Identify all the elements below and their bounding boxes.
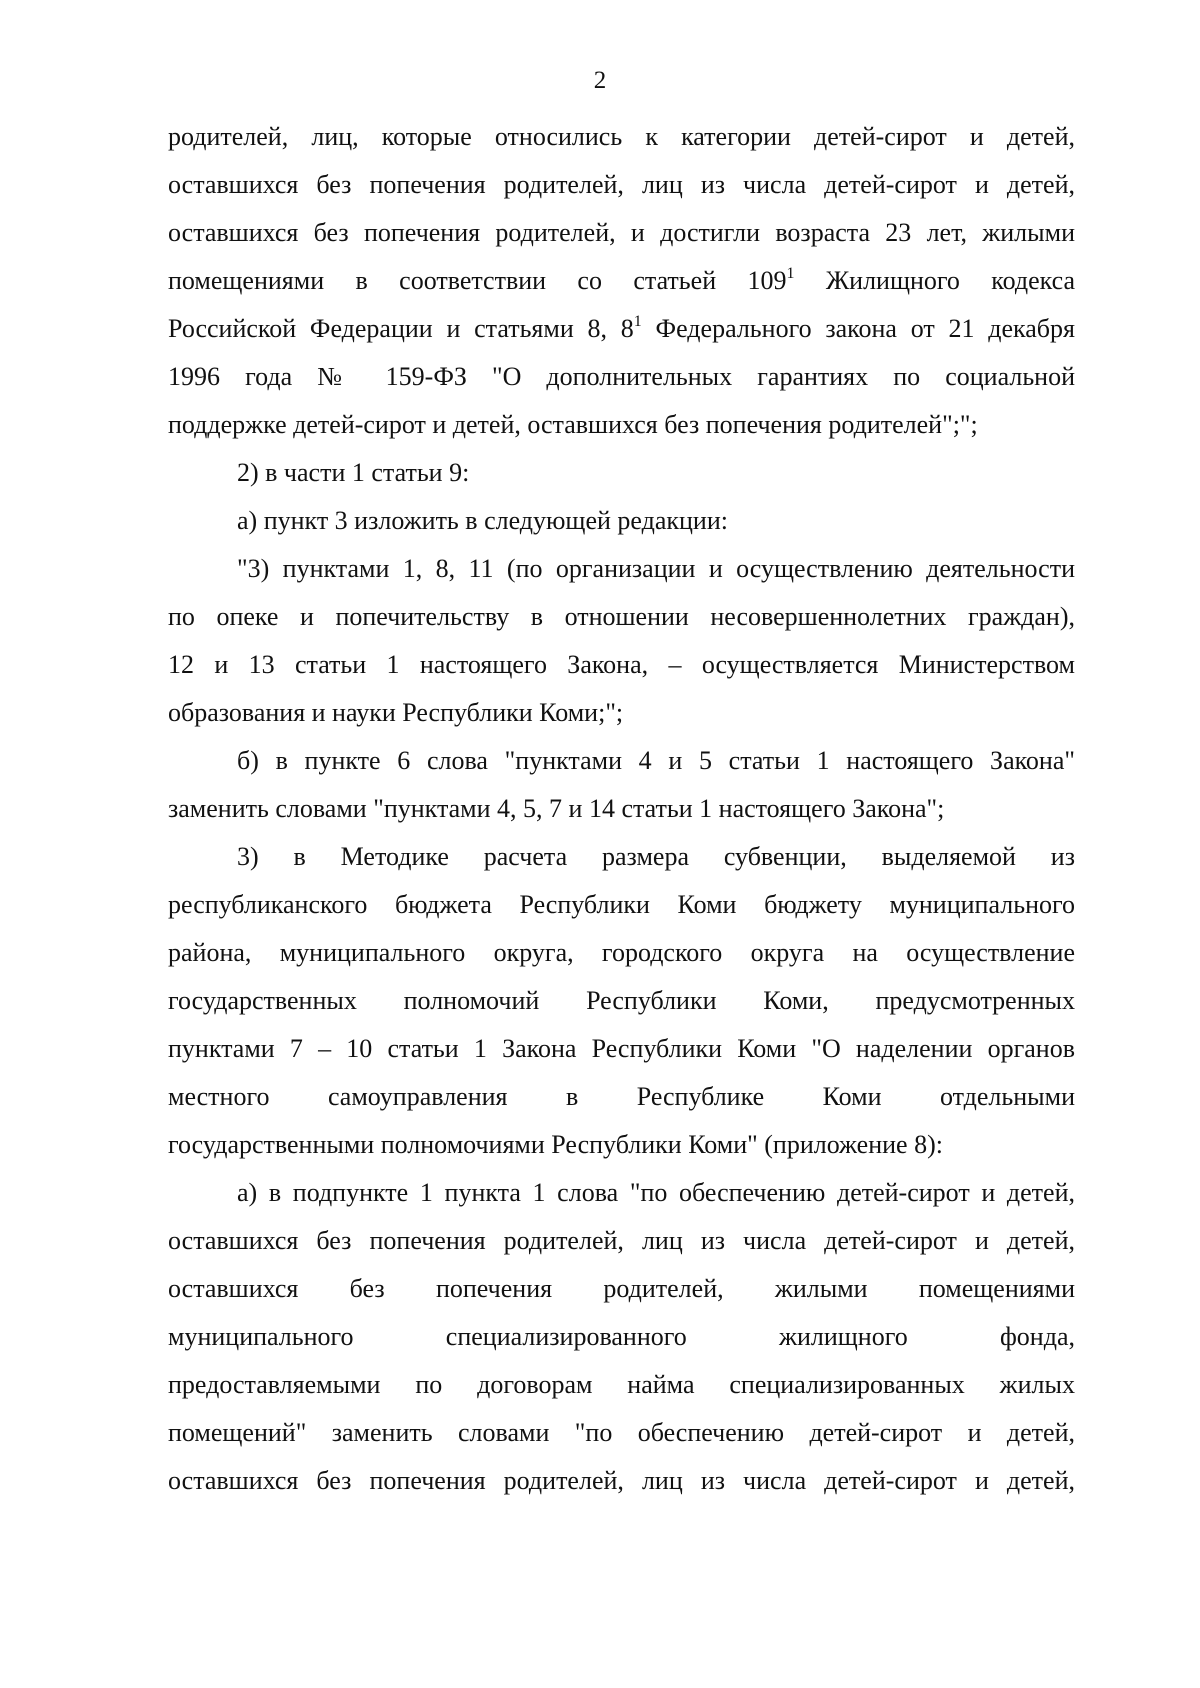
superscript: 1 [786,265,795,282]
text-line: местного самоуправления в Республике Коми отдельными [168,1082,1075,1111]
text-line: поддержке детей-сирот и детей, оставшихся без попечения родителей";"; [168,410,978,439]
text-line: 3) в Методике расчета размера субвенции, выделяемой из [237,842,1075,871]
superscript: 1 [633,313,642,330]
text-line: по опеке и попечительству в отношении несовершеннолетних граждан), [168,602,1075,631]
text-line: предоставляемыми по договорам найма специализированных жилых [168,1370,1075,1399]
text-line: оставшихся без попечения родителей, и достигли возраста 23 лет, жилыми [168,218,1075,247]
text-line: оставшихся без попечения родителей, жилыми помещениями [168,1274,1075,1303]
text-line: а) пункт 3 изложить в следующей редакции: [237,506,728,535]
text-line: республиканского бюджета Республики Коми бюджету муниципального [168,890,1075,919]
document-body [168,113,1075,1505]
text-line: пунктами 7 – 10 статьи 1 Закона Республики Коми "О наделении органов [168,1034,1075,1063]
text-line: оставшихся без попечения родителей, лиц из числа детей-сирот и детей, [168,1226,1075,1255]
text-line: 12 и 13 статьи 1 настоящего Закона, – осуществляется Министерством [168,650,1075,679]
text-line: муниципального специализированного жилищного фонда, [168,1322,1075,1351]
text-line: 2) в части 1 статьи 9: [237,458,470,487]
text-line: помещений" заменить словами "по обеспечению детей-сирот и детей, [168,1418,1075,1447]
text-line: помещениями в соответствии со статьей $109^1$ Жилищного кодекса [168,265,1075,295]
text-line: оставшихся без попечения родителей, лиц из числа детей-сирот и детей, [168,1466,1075,1495]
text-line: "3) пунктами 1, 8, 11 (по организации и осуществлению деятельности [237,554,1075,583]
text-line: района, муниципального округа, городского округа на осуществление [168,938,1075,967]
text-line: образования и науки Республики Коми;"; [168,698,624,727]
text-line: а) в подпункте 1 пункта 1 слова "по обеспечению детей-сирот и детей, [237,1178,1075,1207]
text-line: Российской Федерации и статьями 8, $8^1$ Федерального закона от 21 декабря [168,313,1075,343]
text-line: оставшихся без попечения родителей, лиц из числа детей-сирот и детей, [168,170,1075,199]
page-number: 2 [593,67,607,94]
text-line: родителей, лиц, которые относились к категории детей-сирот и детей, [168,122,1075,151]
text-line: б) в пункте 6 слова "пунктами 4 и 5 статьи 1 настоящего Закона" [237,746,1075,775]
text-line: заменить словами "пунктами 4, 5, 7 и 14 статьи 1 настоящего Закона"; [168,794,945,823]
text-line: государственных полномочий Республики Коми, предусмотренных [168,986,1075,1015]
text-line: 1996 года № 159-ФЗ "О дополнительных гарантиях по социальной [168,362,1075,391]
text-line: государственными полномочиями Республики Коми" (приложение 8): [168,1130,943,1159]
